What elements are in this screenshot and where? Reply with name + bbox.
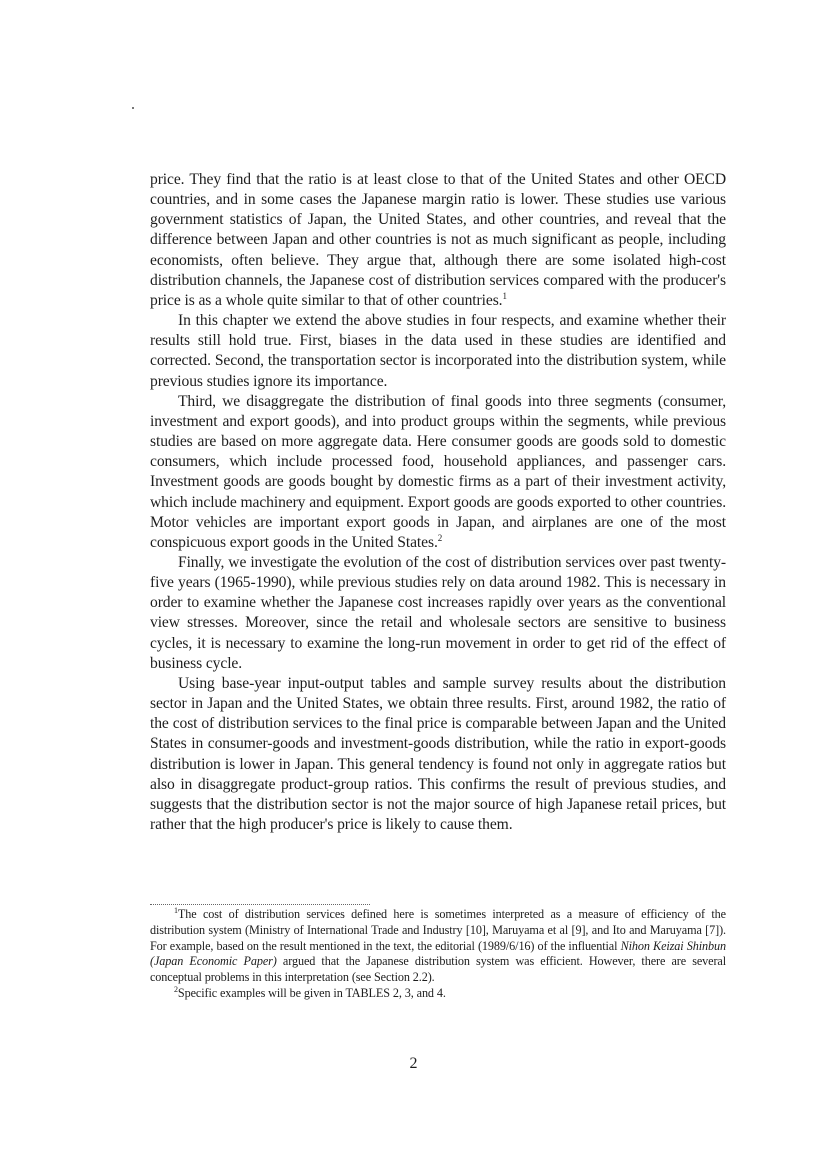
footnote-ref-2: 2 <box>437 532 443 543</box>
footnote-ref-1: 1 <box>502 290 507 301</box>
footnote-italic-title: Nihon Keizai Shinbun (Japan Economic Paper) <box>150 938 726 969</box>
paragraph-3: Third, we disaggregate the distribution of final goods into three segments (consumer, investment and export goods), and into product groups within the segments, while previous studies are based on more aggregate data. Here consumer goods are goods sold to domestic consumers, which include processed food, household appliances, and passenger cars. Investment goods are goods bought by domestic firms as a part of their investment activity, which include machinery and equipment. Export goods are goods exported to other countries. Motor vehicles are important export goods in Japan, and airplanes are one of the most conspicuous export goods in the United States.$^2$ <box>150 392 726 551</box>
footnotes <box>150 907 726 1002</box>
paragraph-5: Using base-year input-output tables and sample survey results about the distribution sector in Japan and the United States, we obtain three results. First, around 1982, the ratio of the cost of distribution services to the final price is comparable between Japan and the United States in consumer-goods and investment-goods distribution, while the ratio in export-goods distribution is lower in Japan. This general tendency is found not only in aggregate ratios but also in disaggregate product-group ratios. This confirms the result of previous studies, and suggests that the distribution sector is not the major source of high Japanese retail prices, but rather that the high producer's price is likely to cause them. <box>150 674 726 833</box>
scan-mark <box>132 107 134 109</box>
footnote-rule <box>150 904 370 905</box>
page-number: 2 <box>409 1055 418 1072</box>
footnote-mark: 2 <box>174 984 178 994</box>
footnote-1: $^1$The cost of distribution services defined here is sometimes interpreted as a measure of efficiency of the distribution system (Ministry of International Trade and Industry [10], Maruyama et al [9], and Ito and Maruyama [7]). For example, based on the result mentioned in the text, the editorial (1989/6/16) of the influential Nihon Keizai Shinbun (Japan Economic Paper) argued that the Japanese distribution system was efficient. However, there are several conceptual problems in this interpretation (see Section 2.2). <box>150 906 727 985</box>
paragraph-1: price. They find that the ratio is at least close to that of the United States and other OECD countries, and in some cases the Japanese margin ratio is lower. These studies use various government statistics of Japan, the United States, and other countries, and reveal that the difference between Japan and other countries is not as much significant as people, including economists, often believe. They argue that, although there are some isolated high-cost distribution channels, the Japanese cost of distribution services compared with the producer's price is as a whole quite similar to that of other countries.$^1$ <box>150 171 726 309</box>
footnote-mark: 1 <box>174 906 178 915</box>
paragraph-4: Finally, we investigate the evolution of the cost of distribution services over past twenty-five years (1965-1990), while previous studies rely on data around 1982. This is necessary in order to examine whether the Japanese cost increases rapidly over years as the conventional view stresses. Moreover, since the retail and wholesale sectors are sensitive to business cycles, it is necessary to examine the long-run movement in order to get rid of the effect of business cycle. <box>150 553 726 672</box>
footnote-2: $^2$Specific examples will be given in TABLES 2, 3, and 4. <box>174 984 446 1000</box>
paragraph-2: In this chapter we extend the above studies in four respects, and examine whether their results still hold true. First, biases in the data used in these studies are identified and corrected. Second, the transportation sector is incorporated into the distribution system, while previous studies ignore its importance. <box>150 312 726 390</box>
body-text <box>150 170 726 835</box>
